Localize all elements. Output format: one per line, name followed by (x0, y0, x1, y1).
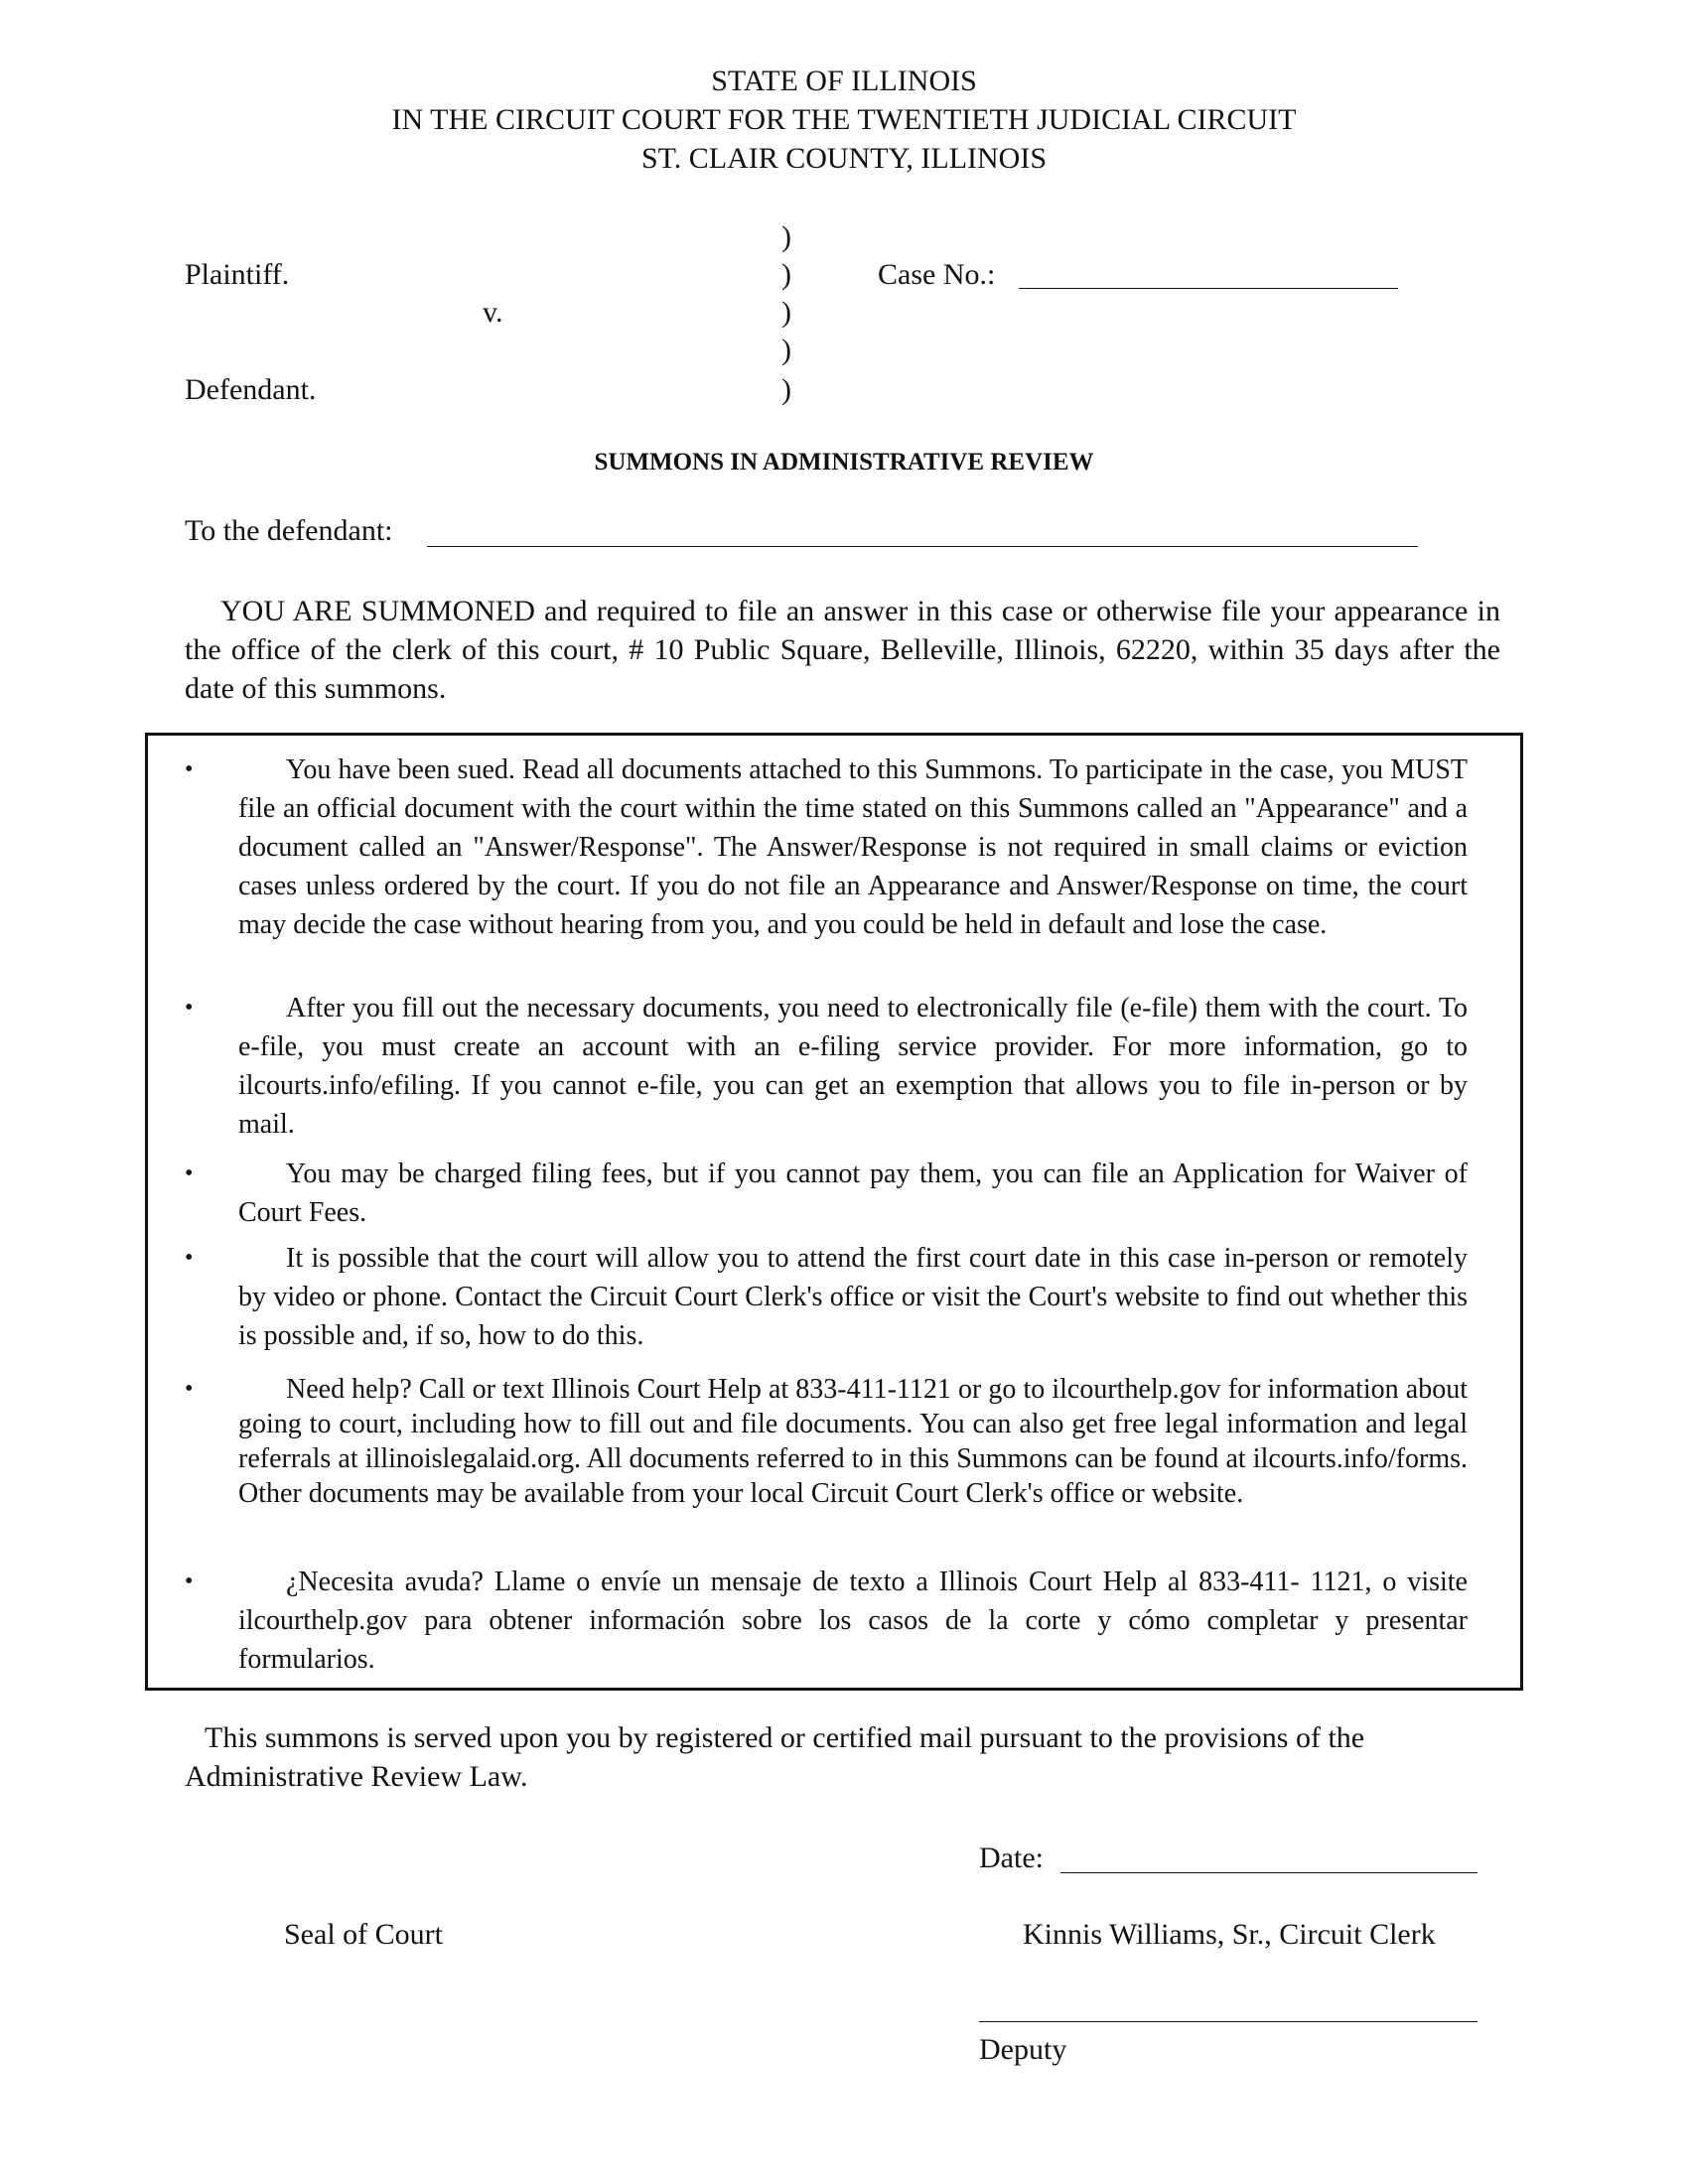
bullet-icon: • (185, 1160, 194, 1186)
service-paragraph: This summons is served upon you by registered or certified mail pursuant to the provisions of the Administrative Review Law. (185, 1721, 1365, 1793)
notice-text: You have been sued. Read all documents attached to this Summons. To participate in the case, you MUST file an official document with the court within the time stated on this Summons called an "Appearance" and a document called an "Answer/Response". The Answer/Response is not required in small claims or eviction cases unless ordered by the court. If you do not file an Appearance and Answer/Response on time, the court may decide the case without hearing from you, and you could be held in default and lose the case. (238, 754, 1468, 940)
circuit-clerk-name: Kinnis Williams, Sr., Circuit Clerk (1023, 1918, 1436, 1951)
document-title: SUMMONS IN ADMINISTRATIVE REVIEW (594, 449, 1094, 476)
caption-paren: ) (781, 373, 791, 406)
notice-text: After you fill out the necessary documents, you need to electronically file (e-file) them with the court. To e-file, you must create an account with an e-filing service provider. For more information, go to ilcourts.info/efiling. If you cannot e-file, you can get an exemption that allows you to file in-person or by mail. (238, 993, 1468, 1140)
notice-item (185, 751, 1468, 944)
notice-item (185, 1563, 1468, 1679)
date-label: Date: (979, 1842, 1044, 1874)
bullet-icon: • (185, 1245, 194, 1271)
caption-paren: ) (781, 258, 791, 291)
deputy-label: Deputy (979, 2033, 1067, 2066)
case-number-label: Case No.: (878, 258, 996, 291)
bullet-icon: • (185, 1376, 194, 1402)
bullet-icon: • (185, 1569, 194, 1594)
notice-text: ¿Necesita avuda? Llame o envíe un mensaje de texto a Illinois Court Help al 833-411- 1121, o visite ilcourthelp.gov para obtener información sobre los casos de la corte y cómo completar y presentar formularios. (238, 1567, 1468, 1675)
bullet-icon: • (185, 995, 194, 1021)
defendant-label: Defendant. (185, 373, 317, 406)
notice-item (185, 1372, 1468, 1511)
plaintiff-label: Plaintiff. (185, 258, 290, 291)
caption-paren: ) (781, 296, 791, 329)
deputy-signature-line[interactable] (979, 2021, 1477, 2022)
notice-item (185, 1155, 1468, 1232)
notice-item (185, 989, 1468, 1144)
header-court: IN THE CIRCUIT COURT FOR THE TWENTIETH JUDICIAL CIRCUIT (391, 103, 1297, 136)
notice-text: It is possible that the court will allow you to attend the first court date in this case in-person or remotely by video or phone. Contact the Circuit Court Clerk's office or visit the Court's website to find out whether this is possible and, if so, how to do this. (238, 1243, 1468, 1351)
notice-text: Need help? Call or text Illinois Court Help at 833-411-1121 or go to ilcourthelp.gov for information about going to court, including how to fill out and file documents. You can also get free legal information and legal referrals at illinoislegalaid.org. All documents referred to in this Summons can be found at ilcourts.info/forms. Other documents may be available from your local Circuit Court Clerk's office or website. (238, 1374, 1468, 1509)
case-number-field[interactable] (1019, 288, 1398, 289)
caption-paren: ) (781, 220, 791, 253)
caption-paren: ) (781, 334, 791, 366)
notice-text: You may be charged filing fees, but if you cannot pay them, you can file an Application for Waiver of Court Fees. (238, 1159, 1468, 1228)
header-state: STATE OF ILLINOIS (711, 65, 977, 97)
header-county: ST. CLAIR COUNTY, ILLINOIS (640, 142, 1048, 175)
court-header (0, 62, 1688, 178)
notice-item (185, 1239, 1468, 1355)
to-defendant-field[interactable] (427, 546, 1418, 547)
summons-paragraph: YOU ARE SUMMONED and required to file an answer in this case or otherwise file your appearance in the office of the clerk of this court, # 10 Public Square, Belleville, Illinois, 62220, within 35 days after the date of this summons. (185, 595, 1500, 705)
bullet-icon: • (185, 756, 194, 782)
seal-of-court: Seal of Court (284, 1918, 443, 1951)
to-defendant-label: To the defendant: (185, 514, 393, 547)
versus-label: v. (483, 296, 503, 329)
date-field[interactable] (1060, 1872, 1477, 1873)
